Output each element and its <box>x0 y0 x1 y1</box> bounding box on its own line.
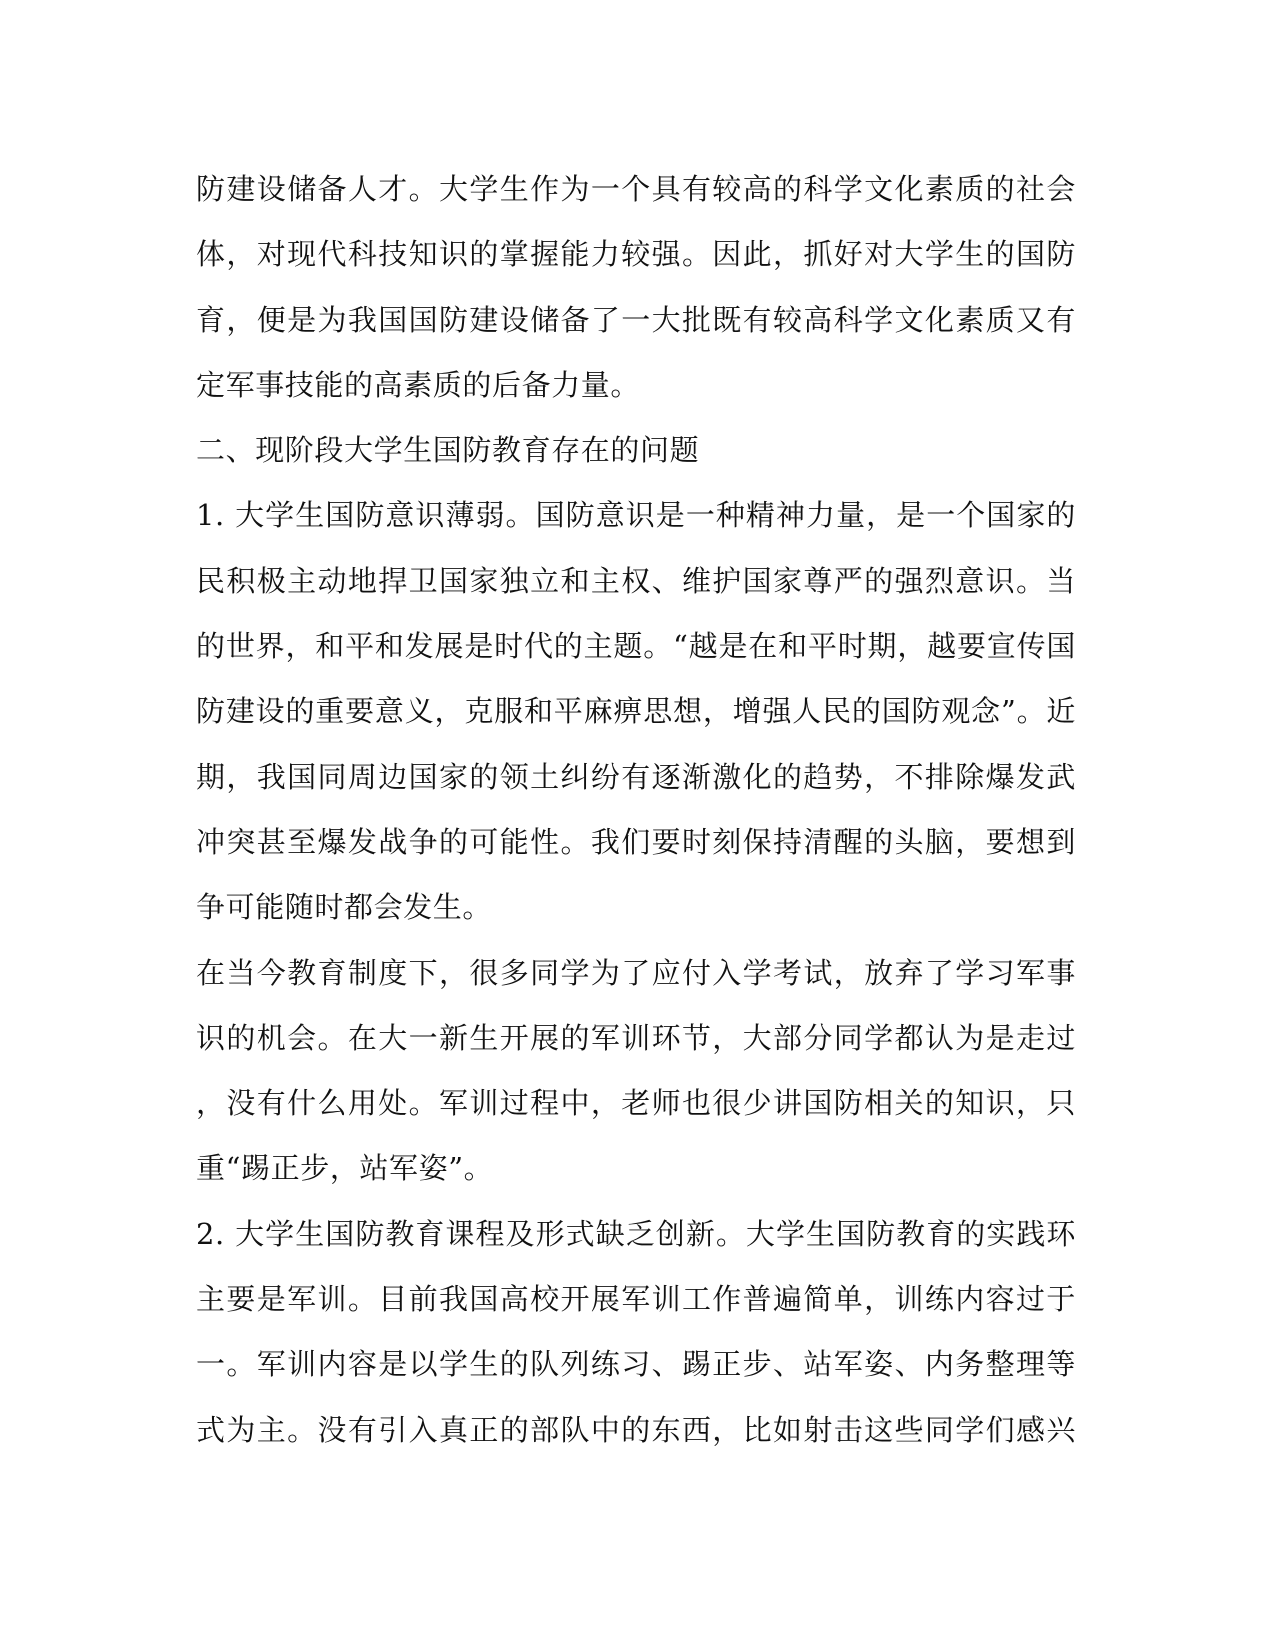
text-line: 争可能随时都会发生。 <box>196 890 493 925</box>
text-line: 育，便是为我国国防建设储备了一大批既有较高科学文化素质又有 <box>196 302 1076 337</box>
section-heading: 二、现阶段大学生国防教育存在的问题 <box>196 433 700 468</box>
text-line: 2. 大学生国防教育课程及形式缺乏创新。大学生国防教育的实践环 <box>196 1216 1076 1251</box>
text-line: 识的机会。在大一新生开展的军训环节，大部分同学都认为是走过 <box>196 1020 1076 1055</box>
text-line: 防建设的重要意义，克服和平麻痹思想，增强人民的国防观念”。近 <box>196 694 1076 729</box>
text-line: 1. 大学生国防意识薄弱。国防意识是一种精神力量，是一个国家的 <box>196 498 1076 533</box>
text-line: 一。军训内容是以学生的队列练习、踢正步、站军姿、内务整理等 <box>196 1347 1076 1382</box>
text-line: 重“踢正步，站军姿”。 <box>196 1151 494 1186</box>
text-line: 式为主。没有引入真正的部队中的东西，比如射击这些同学们感兴 <box>196 1412 1076 1447</box>
text-line: 主要是军训。目前我国高校开展军训工作普遍简单，训练内容过于 <box>196 1282 1076 1317</box>
text-line: ，没有什么用处。军训过程中，老师也很少讲国防相关的知识，只 <box>196 1086 1076 1121</box>
text-line: 的世界，和平和发展是时代的主题。“越是在和平时期，越要宣传国 <box>196 629 1076 664</box>
text-line: 定军事技能的高素质的后备力量。 <box>196 367 641 402</box>
text-line: 民积极主动地捍卫国家独立和主权、维护国家尊严的强烈意识。当 <box>196 563 1076 598</box>
text-line: 体，对现代科技知识的掌握能力较强。因此，抓好对大学生的国防 <box>196 237 1076 272</box>
text-line: 期，我国同周边国家的领土纠纷有逐渐激化的趋势，不排除爆发武 <box>196 759 1076 794</box>
text-line: 冲突甚至爆发战争的可能性。我们要时刻保持清醒的头脑，要想到 <box>196 824 1076 859</box>
text-line: 在当今教育制度下，很多同学为了应付入学考试，放弃了学习军事 <box>196 955 1076 990</box>
text-line: 防建设储备人才。大学生作为一个具有较高的科学文化素质的社会 <box>196 172 1076 206</box>
body-text <box>196 157 1076 1463</box>
